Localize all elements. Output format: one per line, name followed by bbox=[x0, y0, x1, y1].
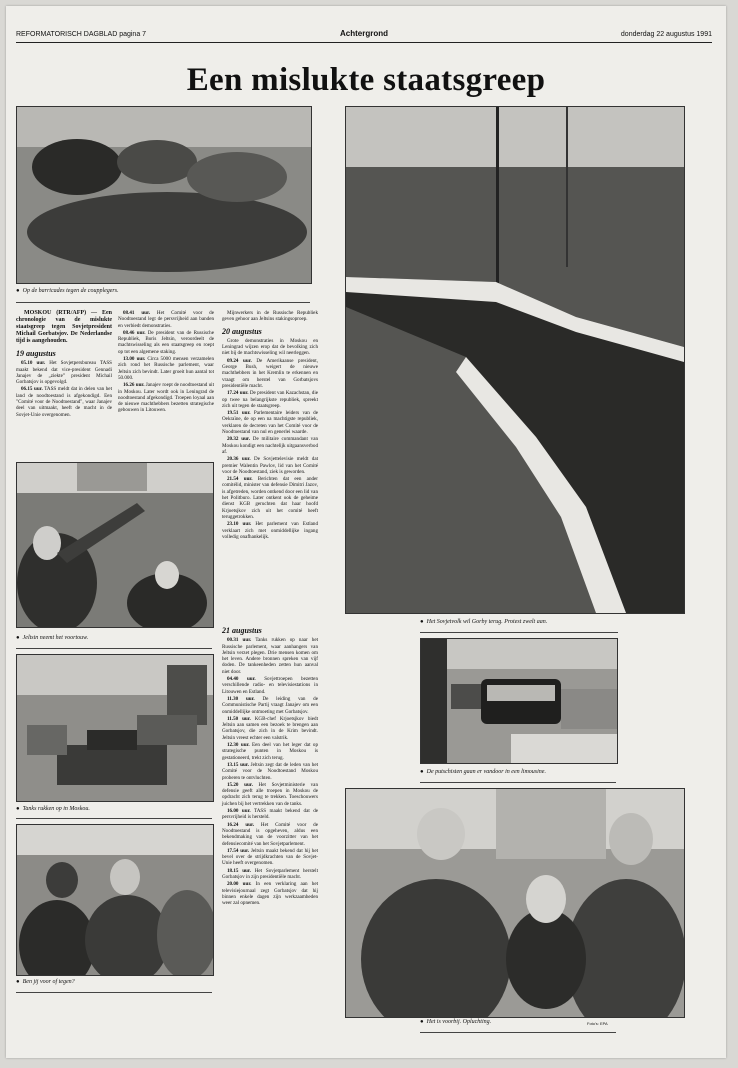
photo-tanks-image bbox=[17, 655, 213, 801]
article-lead: MOSKOU (RTR/AFP) — Een chronologie van de mislukte staatsgreep tegen Sovjetpresident Michail Gorbatsjov. De Nederlandse tijd is aangehouden. bbox=[16, 310, 112, 344]
caption-putschisten bbox=[420, 769, 546, 775]
entry: 08.46 uur. De president van de Russische Republiek, Boris Jeltsin, veroordeelt de machtswisseling als een staatsgreep en roept op tot een algemene staking. bbox=[118, 329, 214, 355]
photo-credit: Foto's: EPA bbox=[587, 1021, 608, 1026]
entry: 15.20 uur. Het Sovjetministerie van defensie geeft alle troepen in Moskou de opdracht zich terug te trekken. Toeschouwers juichen bij het vertrekken van de tanks. bbox=[222, 781, 318, 807]
bullet-icon: ● bbox=[16, 806, 20, 812]
article-column-4 bbox=[222, 622, 318, 982]
bullet-icon: ● bbox=[420, 1019, 424, 1025]
entry: 19.51 uur. Parlementaire leiders van de Oekraïne, de op een na machtigste republiek, verklaren de decreten van het Comité voor de Noodtoestand van nul en generlei waarde. bbox=[222, 410, 318, 436]
entry: 17.54 uur. Jeltsin maakt bekend dat hij het bevel over de strijdkrachten van de Sovjet-Unie heeft overgenomen. bbox=[222, 847, 318, 867]
entry: 06.15 uur. TASS meldt dat in delen van het land de noodtoestand is afgekondigd. Een "Comité voor de Noodtoestand", waar Janajev deel van uitmaakt, heeft de macht in de Sovjet-Unie overgenomen. bbox=[16, 386, 112, 418]
caption-voorbij bbox=[420, 1019, 491, 1025]
divider bbox=[420, 632, 618, 633]
caption-jeltsin-text: Jeltsin neemt het voortouw. bbox=[22, 635, 89, 641]
caption-ben-jij bbox=[16, 979, 75, 985]
divider bbox=[16, 992, 212, 993]
entry: 20.36 uur. De Sovjettelevisie meldt dat premier Walentin Pawlov, lid van het Comité voor de Noodtoestand, ziek is geworden. bbox=[222, 456, 319, 475]
entry: 21.54 uur. Berichten dat een ander comitélid, minister van defensie Dimitri Jazov, is afgetreden, worden ontkend door een lid van het Politburo. Later ontkent ook de geheime dienst KGB geruchten dat haar hoofd Krjoetsjkov zich uit het comité heeft teruggetrokken. bbox=[222, 476, 318, 520]
photo-crowd-image bbox=[346, 107, 684, 613]
photo-jeltsin-image bbox=[17, 463, 213, 627]
day-heading-19: 19 augustus bbox=[16, 349, 56, 358]
caption-tanks-text: Tanks rukken op in Moskou. bbox=[22, 806, 90, 812]
entry: 16.00 uur. TASS maakt bekend dat de persvrijheid is hersteld. bbox=[222, 808, 319, 821]
photo-ben-jij bbox=[16, 824, 214, 976]
entry: 17.24 uur. De president van Kazachstan, die op twee na belangrijkste republiek, spreekt zich uit tegen de staatsgreep. bbox=[222, 390, 319, 409]
caption-sovjetvolk-text: Het Sovjetvolk wil Gorby terug. Protest zwelt aan. bbox=[426, 619, 548, 625]
caption-barricades-text: Op de barricades tegen de coupplegers. bbox=[22, 288, 119, 294]
entry: 20.32 uur. De militaire commandant van Moskou kondigt een nachtelijk uitgaansverbod af. bbox=[222, 436, 318, 455]
photo-voorbij bbox=[345, 788, 685, 1018]
entry: 13.15 uur. Jeltsin zegt dat de leden van het Comité voor de Noodtoestand Moskou proberen te ontvluchten. bbox=[222, 761, 319, 781]
entry: 11.50 uur. KGB-chef Krjoetsjkov biedt Jeltsin aan samen een bezoek te brengen aan Gorbatsjov, die zich in de Krim bevindt. Jeltsin vreest echter een valstrik. bbox=[222, 715, 318, 741]
entry: 05.10 uur. Het Sovjetpersbureau TASS maakt bekend dat vice-president Gennadi Janajev de „ziekte” president Michail Gorbatsjov is opgevolgd. bbox=[16, 360, 112, 386]
entry: 04.40 uur. Sovjettroepen bezetten verschillende radio- en televisiestations in Litouwen en Estland. bbox=[222, 676, 318, 695]
caption-tanks bbox=[16, 806, 90, 812]
photo-crowd bbox=[345, 106, 685, 614]
caption-ben-jij-text: Ben jij voor of tegen? bbox=[22, 979, 75, 985]
bullet-icon: ● bbox=[16, 979, 20, 985]
bullet-icon: ● bbox=[16, 288, 20, 294]
entry: 11.30 uur. De leiding van de Communistische Partij vraagt Janajev om een onmiddellijke ontmoeting met Gorbatsjov. bbox=[222, 695, 318, 715]
day-heading-20: 20 augustus bbox=[222, 326, 262, 336]
photo-voorbij-image bbox=[346, 789, 684, 1017]
entry: 13.00 uur. Circa 5000 mensen verzamelen zich rond het Russische parlement, waar Jeltsin zich bevindt. Later groeit hun aantal tot 50.000. bbox=[118, 356, 214, 381]
divider bbox=[16, 648, 212, 649]
article-column-1 bbox=[16, 310, 112, 460]
caption-barricades bbox=[16, 288, 119, 294]
entry: Grote demonstraties in Moskou en Leningrad wijzen erop dat de bevolking zich niet bij de machtswisseling wil neerleggen. bbox=[222, 337, 318, 357]
entry: 08.41 uur. Het Comité voor de Noodtoestand legt de persvrijheid aan banden en verbiedt demonstraties. bbox=[118, 310, 214, 329]
divider bbox=[16, 818, 212, 819]
caption-sovjetvolk bbox=[420, 619, 547, 625]
entry: Mijnwerkers in de Russische Republiek geven gehoor aan Jeltsins stakingsoproep. bbox=[222, 310, 318, 323]
article-column-2 bbox=[118, 310, 214, 460]
header-publication: REFORMATORISCH DAGBLAD pagina 7 bbox=[16, 31, 147, 38]
entry: 09.24 uur. De Amerikaanse president, George Bush, weigert de nieuwe machthebbers in het Kremlin te erkennen en vraagt om herstel van Gorbatsjovs presidentiële macht. bbox=[222, 357, 318, 389]
caption-putschisten-text: De putschisten gaan er vandoor in een limousine. bbox=[426, 769, 546, 775]
header-date: donderdag 22 augustus 1991 bbox=[620, 31, 712, 38]
photo-jeltsin bbox=[16, 462, 214, 628]
entry: 23.10 uur. Het parlement van Estland verklaart zich met onmiddellijke ingang volledig onafhankelijk. bbox=[222, 521, 318, 540]
bullet-icon: ● bbox=[420, 619, 424, 625]
caption-jeltsin bbox=[16, 635, 88, 641]
caption-voorbij-text: Het is voorbij. Opluchting. bbox=[426, 1019, 492, 1025]
divider bbox=[16, 302, 310, 303]
newspaper-page bbox=[6, 6, 726, 1058]
article-column-3 bbox=[222, 310, 318, 620]
entry: 12.30 uur. Een deel van het leger dat op strategische punten in Moskou is gestationeerd, trekt zich terug. bbox=[222, 742, 318, 761]
headline: Een mislukte staatsgreep bbox=[186, 62, 546, 98]
day-heading-21: 21 augustus bbox=[222, 626, 262, 635]
entry: 16.24 uur. Het Comité voor de Noodtoestand is opgeheven, aldus een bekendmaking van de voorzitter van het defensiecomité van het Sovjetparlement. bbox=[222, 821, 318, 847]
divider bbox=[420, 782, 616, 783]
photo-ben-jij-image bbox=[17, 825, 213, 975]
header-section: Achtergrond bbox=[340, 29, 388, 38]
page-header bbox=[16, 28, 712, 43]
divider bbox=[420, 1032, 616, 1033]
bullet-icon: ● bbox=[420, 769, 424, 775]
entry: 00.31 uur. Tanks rukken op naar het Russische parlement, waar aanhangers van Jeltsin verzet plegen. Drie mensen komen om het leven. Andere bronnen spreken van vijf doden. De tankeenheden zetten hun aanval niet door. bbox=[222, 637, 319, 675]
entry: 16.26 uur. Janajev roept de noodtoestand uit in Moskou. Later wordt ook in Leningrad de noodtoestand afgekondigd. Troepen loyaal aan de nieuwe machthebbers bezetten strategische gebouwen in Litouwen. bbox=[118, 382, 215, 414]
entry: 18.15 uur. Het Sovjetparlement herstelt Gorbatsjov in zijn presidentiële macht. bbox=[222, 867, 318, 880]
entry: 20.00 uur. In een verklaring aan het televisiejournaal zegt Gorbatsjov dat hij binnen enkele dagen zijn werkzaamheden weer zal opnemen. bbox=[222, 881, 318, 907]
photo-barricades-image bbox=[17, 107, 311, 283]
photo-limousine-image bbox=[421, 639, 617, 763]
photo-limousine bbox=[420, 638, 618, 764]
photo-barricades bbox=[16, 106, 312, 284]
photo-tanks bbox=[16, 654, 214, 802]
bullet-icon: ● bbox=[16, 635, 20, 641]
